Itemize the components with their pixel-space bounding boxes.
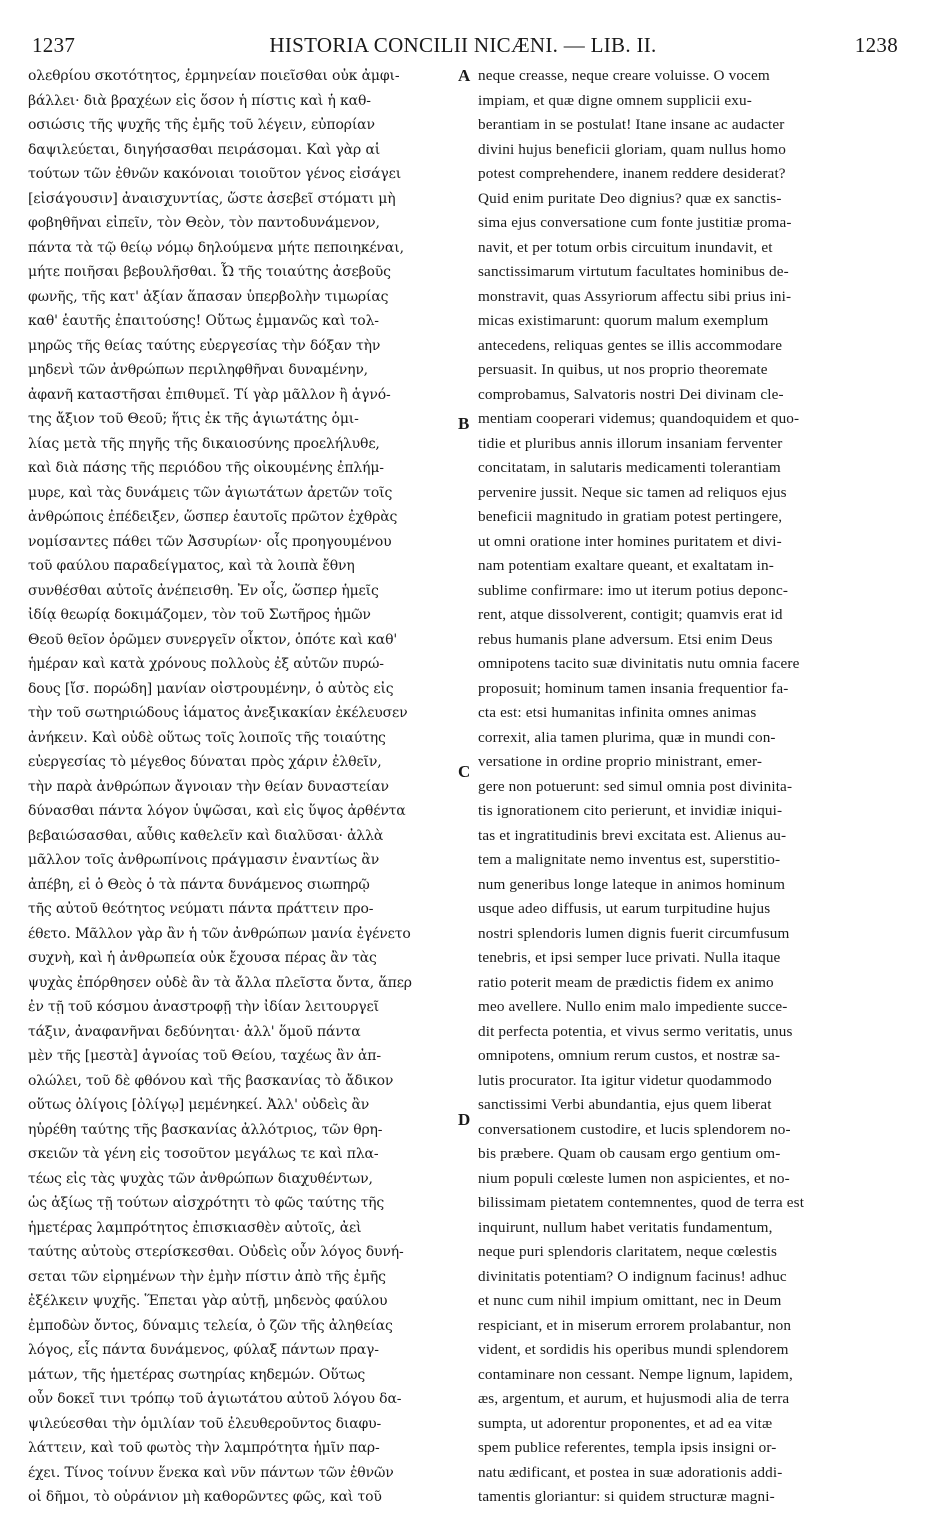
greek-text-line: ἐν τῇ τοῦ κόσμου ἀναστροφῇ τὴν ἰδίαν λειτουργεῖ xyxy=(28,999,379,1015)
greek-text-line: μηρῶς τῆς θείας ταύτης εὐεργεσίας τὴν δόξαν τὴν xyxy=(28,337,381,354)
latin-text-line: concitatam, in salutaris medicamenti tolerantiam xyxy=(478,459,781,476)
greek-text-line: οἱ δῆμοι, τὸ οὐράνιον μὴ καθορῶντες φῶς, καὶ τοῦ xyxy=(28,1489,382,1505)
latin-text-line: divini hujus beneficii gloriam, quam nullus homo xyxy=(478,140,786,158)
greek-text-line: ηὑρέθη ταύτης τῆς βασκανίας ἀλλότριος, τῶν θρη- xyxy=(28,1121,383,1138)
greek-text-line: ἰδίᾳ θεωρίᾳ δοκιμάζομεν, τὸν τοῦ Σωτῆρος ἡμῶν xyxy=(28,607,371,623)
greek-text-line: λάττειν, καὶ τοῦ φωτὸς τὴν λαμπρότητα ἡμῖν παρ- xyxy=(28,1440,380,1456)
latin-text-line: rebus humanis plane adversum. Etsi enim Deus xyxy=(478,630,773,648)
latin-text-line: ut omni oratione inter homines puritatem et divi- xyxy=(478,532,782,550)
greek-text-line: της ἄξιον τοῦ Θεοῦ; ἥτις ἐκ τῆς ἁγιωτάτης ὁμι- xyxy=(28,411,359,427)
latin-text-line: neque puri splendoris claritatem, neque cœlestis xyxy=(478,1243,778,1260)
greek-text-line: έθετο. Μᾶλλον γὰρ ἂν ἡ τῶν ἀνθρώπων μανία ἐγένετο xyxy=(28,925,411,942)
greek-text-line: βάλλει· διὰ βραχέων εἰς ὅσον ἡ πίστις καὶ ἡ καθ- xyxy=(28,92,371,109)
greek-text-line: λόγος, εἷς πάντα δυνάμενος, φύλαξ πάντων πραγ- xyxy=(28,1342,379,1358)
latin-text-line: bilissimam pietatem contemnentes, quod de terra est xyxy=(478,1194,805,1211)
latin-text-line: tamentis gloriantur: si quidem structuræ magni- xyxy=(478,1488,775,1505)
latin-text-line: beneficii magnitudo in gratiam potest pertingere, xyxy=(478,508,783,525)
latin-text-line: æs, argentum, et aurum, et hujusmodi alia de terra xyxy=(478,1390,790,1407)
greek-text-line: λίας μετὰ τῆς πηγῆς τῆς δικαιοσύνης προελήλυθε, xyxy=(28,435,380,452)
latin-text-line: sublime confirmare: imo ut iterum potius deponc- xyxy=(478,581,789,599)
latin-text-line: sima ejus conversatione cum fonte justitiæ proma- xyxy=(478,214,792,231)
latin-text-line: pervenire jussit. Neque sic tamen ad reliquos ejus xyxy=(478,483,787,501)
greek-text-line: οσιώσις τῆς ψυχῆς τῆς ἐμῆς τοῦ λέγειν, εὐπορίαν xyxy=(28,117,375,133)
latin-text-line: dit perfecta potentia, et vivus sermo veritatis, unus xyxy=(478,1022,793,1040)
latin-text-line: nostri splendoris lumen dignis fuerit circumfusum xyxy=(478,924,790,942)
greek-text-line: ἀνήκειν. Καὶ οὐδὲ οὕτως τοῖς λοιποῖς τῆς τοιαύτης xyxy=(28,729,386,746)
latin-text-line: proposuit; hominum tamen insania frequentior fa- xyxy=(478,679,789,697)
latin-text-line: ratio poterit meam de prædictis fidem ex animo xyxy=(478,973,774,991)
greek-text-line: μᾶλλον τοῖς ἀνθρωπίνοις πράγμασιν ἐναντίως ἂν xyxy=(28,852,380,868)
greek-text-line: τάξιν, ἀναφανῆναι δεδύνηται· ἀλλ' ὅμοῦ πάντα xyxy=(28,1023,361,1040)
greek-text-line: τέως εἰς τὰς ψυχὰς τῶν ἀνθρώπων διαχυθέντων, xyxy=(28,1170,373,1187)
latin-text-line: Quid enim puritate Deo dignius? quæ ex sanctis- xyxy=(478,189,782,207)
greek-text-line: φοβηθῆναι εἰπεῖν, τὸν Θεὸν, τὸν παντοδυνάμενον, xyxy=(28,215,380,231)
greek-text-line: δους [ἴσ. πορώδη] μανίαν οἰστρουμένην, ὁ αὐτὸς εἰς xyxy=(28,680,394,697)
latin-text-line: lutis procurator. Ita igitur videtur quodammodo xyxy=(478,1071,772,1089)
latin-text-line: tem a malignitate nemo inventus est, superstitio- xyxy=(478,851,781,868)
greek-text-line: σκειῶν τὰ γένη εἰς τοσοῦτον μεγάλως τε καὶ πλα- xyxy=(28,1146,379,1162)
latin-text-line: gere non potuerunt: sed simul omnia post divinita- xyxy=(478,777,793,795)
latin-text-line: rent, atque dissolverent, contigit; quamvis erat id xyxy=(478,606,783,623)
latin-text-line: tis ignorationem cito perierunt, et invidiæ iniqui- xyxy=(478,802,783,819)
greek-text-line: μάτων, τῆς ἡμετέρας σωτηρίας κηδεμών. Οὕτως xyxy=(28,1366,366,1383)
greek-text-line: βεβαιώσασθαι, αὖθις καθελεῖν καὶ διαλῦσαι· ἀλλὰ xyxy=(28,827,384,844)
greek-text-line: μυρε, καὶ τὰς δυνάμεις τῶν ἁγιωτάτων ἀρετῶν τοῖς xyxy=(28,484,393,501)
greek-text-line: οὕτως ὀλίγοις [ὀλίγῳ] μεμένηκεί. Ἀλλ' οὐδεὶς ἂν xyxy=(28,1097,370,1113)
greek-text-line: Θεοῦ θεῖον ὁρῶμεν συνεργεῖν οἶκτον, ὁπότε καὶ καθ' xyxy=(28,631,398,648)
latin-text-line: omnipotens tacito suæ divinitatis nutu omnia facere xyxy=(478,655,800,672)
latin-column xyxy=(478,64,898,1510)
greek-column xyxy=(28,64,456,1510)
page-number-right: 1238 xyxy=(854,33,898,57)
greek-text-line: τούτων τῶν ἐθνῶν κακόνοιαι τοιοῦτον γένος εἰσάγει xyxy=(28,166,402,182)
greek-text-line: μὲν τῆς [μεστὰ] ἀγνοίας τοῦ Θείου, ταχέως ἂν ἀπ- xyxy=(28,1048,381,1064)
latin-text-line: nam potentiam exaltare queant, et exaltatam in- xyxy=(478,557,774,574)
greek-text-line: ἡμετέρας λαμπρότητος ἐπισκιασθὲν αὐτοῖς, ἀεὶ xyxy=(28,1219,362,1236)
latin-text-line: divinitatis potentiam? O indignum facinus! adhuc xyxy=(478,1267,787,1285)
latin-text-line: navit, et per totum orbis circuitum inundavit, et xyxy=(478,238,773,256)
latin-text-line: potest comprehendere, inanem reddere desiderat? xyxy=(478,165,786,182)
latin-text-line: sanctissimi Verbi abundantia, ejus quem liberat xyxy=(478,1096,772,1113)
greek-text-line: δύνασθαι πάντα λόγον ὑψῶσαι, καὶ εἰς ὕψος ἀρθέντα xyxy=(28,803,406,819)
latin-text-line: antecedens, reliquas gentes se illis accommodare xyxy=(478,336,783,354)
running-title: HISTORIA CONCILII NICÆNI. — LIB. II. xyxy=(269,33,657,57)
greek-text-line: δαψιλεύεται, διηγήσασθαι πειράσομαι. Καὶ γὰρ αἱ xyxy=(28,141,381,158)
margin-marker-d: D xyxy=(458,1110,471,1129)
latin-text-line: mentiam cooperari videmus; quandoquidem et quo- xyxy=(478,410,800,427)
latin-text-line: persuasit. In quibus, ut nos proprio theoremate xyxy=(478,361,768,378)
greek-text-line: ἡμέραν καὶ κατὰ χρόνους πολλοὺς ἐξ αὐτῶν πυρώ- xyxy=(28,656,384,672)
latin-text-line: bis præbere. Quam ob causam ergo gentium om- xyxy=(478,1145,781,1162)
greek-text-line: ὡς ἀξίως τῇ τούτων αἰσχρότητι τὸ φῶς ταύτης τῆς xyxy=(28,1195,385,1211)
greek-text-line: πάντα τὰ τῷ θείῳ νόμῳ δηλούμενα μήτε πεποιηκέναι, xyxy=(28,239,404,256)
latin-text-line: conversationem custodire, et lucis splendorem no- xyxy=(478,1120,791,1138)
greek-text-line: ψιλεύεσθαι τὴν ὁμιλίαν τοῦ ἐλευθεροῦντος διαφυ- xyxy=(28,1415,382,1432)
latin-text-line: tidie et pluribus annis illorum insaniam ferventer xyxy=(478,434,783,452)
latin-text-line: versatione in ordine proprio ministrant, emer- xyxy=(478,753,763,770)
latin-text-line: neque creasse, neque creare voluisse. O vocem xyxy=(478,67,770,84)
latin-text-line: nium populi cœleste lumen non aspicientes, et no- xyxy=(478,1169,790,1187)
greek-text-line: ολεθρίου σκοτότητος, ἑρμηνείαν ποιεῖσθαι οὐκ ἀμφι- xyxy=(28,68,400,84)
greek-text-line: ταύτης αὐτοὺς στερίσκεσθαι. Οὐδεὶς οὖν λόγος δυνή- xyxy=(28,1244,404,1260)
latin-text-line: cta est: etsi humanitas infinita omnes animas xyxy=(478,704,757,721)
latin-text-line: meo avellere. Nullo enim malo impediente succe- xyxy=(478,998,788,1015)
latin-text-line: impiam, et quæ digne omnem supplicii exu- xyxy=(478,91,752,109)
latin-text-line: num generibus longe lateque in animos hominum xyxy=(478,875,786,893)
latin-text-line: tas et ingratitudinis brevi excitata est. Alienus au- xyxy=(478,826,787,844)
greek-text-line: οὖν δοκεῖ τινι τρόπῳ τοῦ ἁγιωτάτου αὐτοῦ λόγου δα- xyxy=(28,1391,402,1407)
greek-text-line: ψυχὰς ἐπόρθησεν οὐδὲ ἂν τὰ ἄλλα πλεῖστα ὄντα, ἅπερ xyxy=(28,974,412,991)
running-header xyxy=(28,33,898,63)
latin-text-line: sumpta, ut adorentur proponentes, et ad ea vitæ xyxy=(478,1414,773,1432)
latin-text-line: micas existimarunt: quorum malum exemplum xyxy=(478,312,769,329)
latin-text-line: vident, et sordidis his operibus mundi splendorem xyxy=(478,1341,789,1358)
greek-text-line: σεται τῶν εἰρημένων τὴν ἐμὴν πίστιν ἀπὸ τῆς ἐμῆς xyxy=(28,1268,386,1285)
greek-text-line: έχει. Τίνος τοίνυν ἕνεκα καὶ νῦν πάντων τῶν ἐθνῶν xyxy=(28,1464,394,1481)
latin-text-line: correxit, alia tamen plurima, quæ in mundi con- xyxy=(478,728,776,746)
latin-text-line: inquirunt, nullum habet veritatis fundamentum, xyxy=(478,1218,773,1236)
greek-text-line: ἐμποδὼν ὄντος, δύναμις τελεία, ὁ ζῶν τῆς ἀληθείας xyxy=(28,1317,393,1334)
latin-text-line: comprobamus, Salvatoris nostri Dei divinam cle- xyxy=(478,385,784,403)
greek-text-line: ἀπέβη, εἰ ὁ Θεὸς ὁ τὰ πάντα δυνάμενος σιωπηρῷ xyxy=(28,876,370,893)
greek-text-line: ολώλει, τοῦ δὲ φθόνου καὶ τῆς βασκανίας τὸ ἄδικον xyxy=(28,1072,394,1089)
latin-text-line: tenebris, et ipsi semper luce privati. Nulla itaque xyxy=(478,949,781,966)
greek-text-line: τοῦ φαύλου παραδείγματος, καὶ τὰ λοιπὰ ἔθνη xyxy=(28,558,355,574)
latin-text-line: respiciant, et in miserum errorem prolabantur, non xyxy=(478,1316,792,1334)
greek-text-line: [εἰσάγουσιν] ἀναισχυντίας, ὥστε ἀσεβεῖ στόματι μὴ xyxy=(28,190,396,207)
greek-text-line: καὶ διὰ πάσης τῆς περιόδου τῆς οἰκουμένης ἐπλήμ- xyxy=(28,460,384,476)
greek-text-line: τὴν τοῦ σωτηριώδους ἰάματος ἀνεξικακίαν ἐκέλευσεν xyxy=(28,705,408,721)
page-number-left: 1237 xyxy=(32,33,76,57)
greek-text-line: καθ' ἑαυτῆς ἐπαιτούσης! Οὕτως ἐμμανῶς καὶ τολ- xyxy=(28,313,379,329)
greek-text-line: ἀφανῆ καταστῆσαι ἐπιθυμεῖ. Τί γὰρ μᾶλλον ἢ ἁγνό- xyxy=(28,386,391,403)
greek-text-line: ἀνθρώποις ἐπέδειξεν, ὥσπερ ἑαυτοῖς πρῶτον ἐχθρὰς xyxy=(28,509,398,525)
margin-marker-b: B xyxy=(458,414,470,433)
greek-text-line: νομίσαντες πάθει τῶν Ἀσσυρίων· οἷς προηγουμένου xyxy=(28,533,392,550)
greek-text-line: φωνῆς, τῆς κατ' ἀξίαν ἅπασαν ὑπερβολὴν τιμωρίας xyxy=(28,288,389,305)
latin-text-line: monstravit, quas Assyriorum affectu sibi prius ini- xyxy=(478,287,792,305)
latin-text-line: natu ædificant, et postea in suæ adorationis addi- xyxy=(478,1463,783,1481)
greek-text-line: μηδενὶ τῶν ἀνθρώπων περιληφθῆναι δυναμένην, xyxy=(28,362,368,378)
margin-marker-a: A xyxy=(458,66,471,85)
greek-text-line: ἐξέλκειν ψυχῆς. Ἕπεται γὰρ αὐτῇ, μηδενὸς φαύλου xyxy=(28,1293,388,1309)
greek-text-line: συχνὴ, καὶ ἡ ἀνθρωπεία οὐκ ἔχουσα πέρας ἂν τὰς xyxy=(28,950,377,966)
latin-text-line: berantiam in se postulat! Itane insane ac audacter xyxy=(478,116,785,133)
greek-text-line: μήτε ποιῆσαι βεβουλῆσθαι. Ὦ τῆς τοιαύτης ἀσεβοῦς xyxy=(28,264,391,280)
latin-text-line: sanctissimarum virtutum facultates hominibus de- xyxy=(478,263,789,280)
latin-text-line: omnipotens, omnium rerum custos, et nostræ sa- xyxy=(478,1047,781,1064)
latin-text-line: spem publice referentes, templa ipsis insigni or- xyxy=(478,1439,777,1456)
latin-text-line: usque adeo diffusis, ut earum turpitudine hujus xyxy=(478,900,771,917)
latin-text-line: contaminare non cessant. Nempe lignum, lapidem, xyxy=(478,1365,793,1383)
greek-text-line: εὐεργεσίας τὸ μέγεθος δύναται πρὸς χάριν ἐλθεῖν, xyxy=(28,754,382,770)
greek-text-line: τὴν παρὰ ἀνθρώπων ἄγνοιαν τὴν θείαν δυναστείαν xyxy=(28,778,389,795)
greek-text-line: τῆς αὐτοῦ θεότητος νεύματι πάντα πράττειν προ- xyxy=(28,901,374,917)
greek-text-line: συνθέσθαι αὐτοῖς ἀνέπεισθη. Ἐν οἷς, ὥσπερ ἡμεῖς xyxy=(28,582,379,599)
latin-text-line: et nunc cum nihil impium omittant, nec in Deum xyxy=(478,1292,782,1309)
margin-marker-c: C xyxy=(458,762,471,781)
